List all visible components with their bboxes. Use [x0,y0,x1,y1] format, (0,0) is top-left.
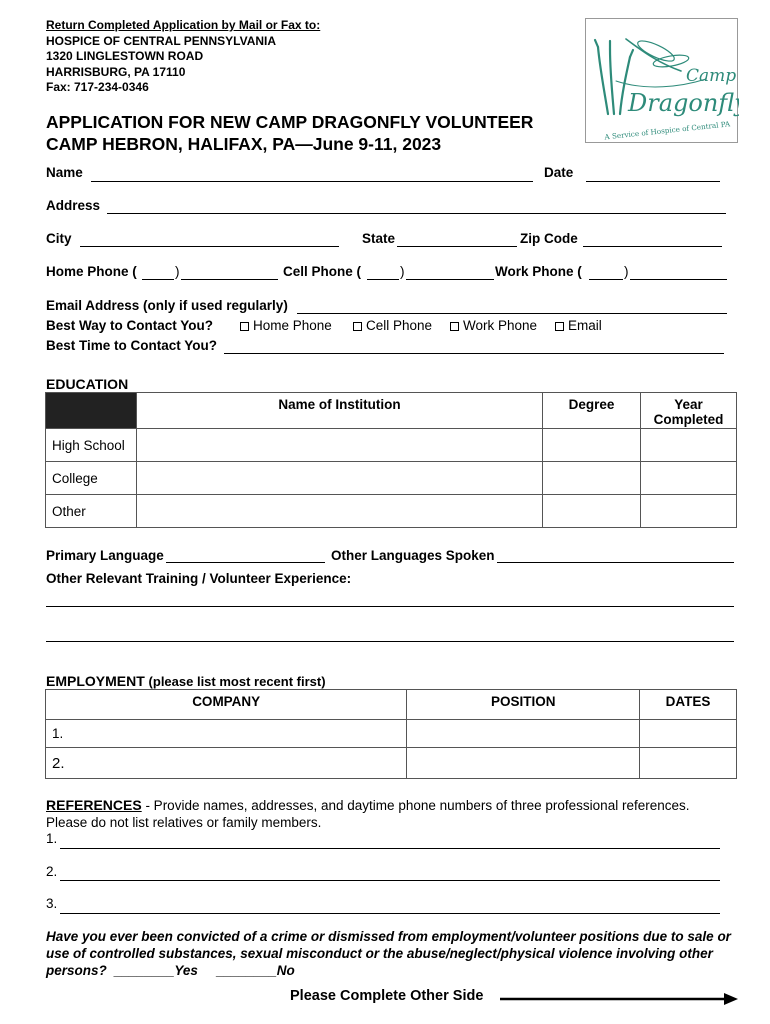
cell-phone-paren: ) [400,264,405,279]
education-col-year: Year Completed [641,393,737,429]
cell-phone-area-field[interactable] [367,279,399,280]
logo-tagline: A Service of Hospice of Central PA [604,119,731,142]
city-field[interactable] [80,246,339,247]
education-degree-cell[interactable] [543,462,641,495]
address-field[interactable] [107,213,726,214]
return-instruction: Return Completed Application by Mail or Fax to: [46,18,321,32]
dragonfly-icon [586,19,739,144]
other-languages-field[interactable] [497,562,734,563]
reference-field-3[interactable] [60,913,720,914]
employment-row-number: 1. [52,726,64,741]
employment-dates-cell[interactable] [640,720,737,748]
education-year-cell[interactable] [641,462,737,495]
training-field-line-1[interactable] [46,606,734,607]
fax-number: Fax: 717-234-0346 [46,80,149,94]
logo-camp-word: Camp [686,66,737,86]
employment-company-cell[interactable] [46,748,407,779]
reference-number: 3. [46,896,58,911]
checkbox-cell-phone[interactable] [353,322,362,331]
education-row-label: High School [46,429,137,462]
education-col-degree: Degree [543,393,641,429]
contact-option-home[interactable]: Home Phone [240,318,332,333]
employment-col-company: COMPANY [46,690,407,720]
work-phone-area-field[interactable] [589,279,623,280]
reference-field-2[interactable] [60,880,720,881]
email-field[interactable] [297,313,727,314]
arrow-right-icon [498,992,740,1006]
employment-dates-cell[interactable] [640,748,737,779]
city-state-zip: HARRISBURG, PA 17110 [46,64,186,79]
education-degree-cell[interactable] [543,429,641,462]
answer-yes[interactable]: ________Yes [114,963,198,978]
education-year-cell[interactable] [641,495,737,528]
education-institution-cell[interactable] [136,429,542,462]
employment-heading-group [46,673,326,689]
home-phone-area-field[interactable] [142,279,174,280]
reference-number: 1. [46,831,58,846]
org-name: HOSPICE OF CENTRAL PENNSYLVANIA [46,33,277,48]
title-line-1: APPLICATION FOR NEW CAMP DRAGONFLY VOLUNTEER [46,112,534,132]
footer-text: Please Complete Other Side [290,988,484,1004]
work-phone-field[interactable] [630,279,727,280]
primary-language-label: Primary Language [46,548,164,563]
employment-subheading: (please list most recent first) [148,674,326,689]
references-note: Please do not list relatives or family members. [46,815,322,830]
employment-row-number: 2. [52,754,65,772]
references-instructions: - Provide names, addresses, and daytime phone numbers of three professional references. [141,798,690,813]
training-field-line-2[interactable] [46,641,734,642]
camp-dragonfly-logo [585,18,738,143]
answer-no[interactable]: ________No [216,963,295,978]
name-field[interactable] [91,181,533,182]
reference-number: 2. [46,864,58,879]
logo-dragonfly-word: Dragonfly [628,89,739,117]
work-phone-label: Work Phone ( [495,264,582,279]
best-time-label: Best Time to Contact You? [46,338,218,353]
education-institution-cell[interactable] [136,495,542,528]
conviction-question-text: Have you ever been convicted of a crime or dismissed from employment/volunteer positions due to sale or use of controlled substances, sexual misconduct or the abuse/neglect/physical violence involving other persons? [46,929,731,978]
conviction-question [46,928,736,979]
street-address: 1320 LINGLESTOWN ROAD [46,49,204,63]
email-label: Email Address (only if used regularly) [46,298,288,313]
education-row-label: Other [46,495,137,528]
references-heading: REFERENCES [46,797,142,813]
return-address-block [46,18,320,96]
zip-field[interactable] [583,246,722,247]
work-phone-paren: ) [624,264,629,279]
references-block [46,797,746,813]
home-phone-label: Home Phone ( [46,264,137,279]
employment-company-cell[interactable] [46,720,407,748]
employment-col-dates: DATES [640,690,737,720]
education-heading: EDUCATION [46,376,129,392]
employment-heading: EMPLOYMENT [46,673,145,689]
checkbox-home-phone[interactable] [240,322,249,331]
contact-option-work[interactable]: Work Phone [450,318,537,333]
education-row-label: College [46,462,137,495]
contact-option-cell[interactable]: Cell Phone [353,318,432,333]
checkbox-work-phone[interactable] [450,322,459,331]
page-title [46,111,533,155]
education-institution-cell[interactable] [136,462,542,495]
employment-position-cell[interactable] [407,720,640,748]
education-table [45,392,737,528]
best-time-field[interactable] [224,353,724,354]
checkbox-email[interactable] [555,322,564,331]
education-col-institution: Name of Institution [136,393,542,429]
education-header-blank [46,393,137,429]
other-languages-label: Other Languages Spoken [331,548,495,563]
education-year-cell[interactable] [641,429,737,462]
state-field[interactable] [397,246,517,247]
city-label: City [46,231,72,246]
name-label: Name [46,165,83,180]
best-way-label: Best Way to Contact You? [46,318,214,333]
state-label: State [362,231,396,246]
contact-option-email[interactable]: Email [555,318,602,333]
cell-phone-field[interactable] [406,279,494,280]
reference-field-1[interactable] [60,848,720,849]
date-label: Date [544,165,574,180]
date-field[interactable] [586,181,720,182]
employment-col-position: POSITION [407,690,640,720]
title-line-2: CAMP HEBRON, HALIFAX, PA—June 9-11, 2023 [46,134,442,154]
training-label: Other Relevant Training / Volunteer Experience: [46,571,352,586]
home-phone-field[interactable] [181,279,278,280]
address-label: Address [46,198,101,213]
employment-position-cell[interactable] [407,748,640,779]
employment-table [45,689,737,779]
education-degree-cell[interactable] [543,495,641,528]
cell-phone-label: Cell Phone ( [283,264,362,279]
home-phone-paren: ) [175,264,180,279]
primary-language-field[interactable] [166,562,325,563]
zip-label: Zip Code [520,231,578,246]
